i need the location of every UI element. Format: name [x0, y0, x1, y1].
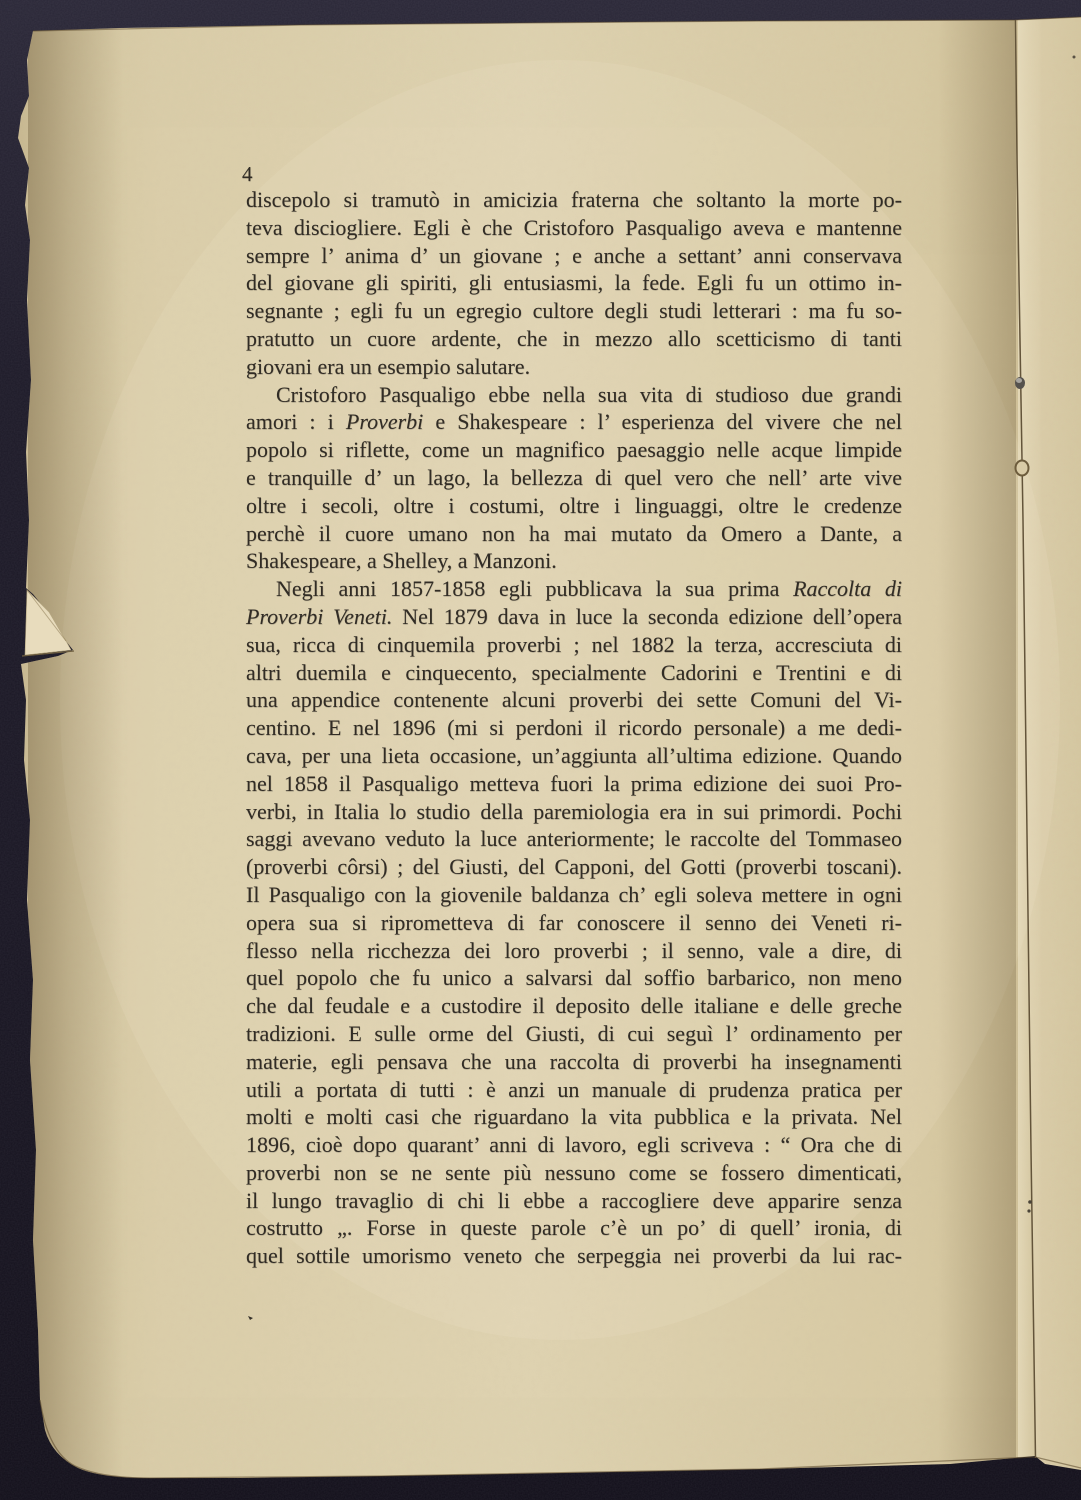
text-line: Shakespeare, a Shelley, a Manzoni. [246, 548, 557, 574]
text-line: cava, per una lieta occasione, un’aggiunta all’ultima edizione. Quando [246, 742, 902, 768]
text-line: (proverbi côrsi) ; del Giusti, del Capponi, del Gotti (proverbi toscani). [246, 854, 902, 880]
text-line: costrutto „. Forse in queste parole c’è un po’ di quell’ ironia, di [246, 1215, 902, 1241]
binding-mark-bottom-1 [1028, 1200, 1032, 1204]
text-line: pratutto un cuore ardente, che in mezzo allo scetticismo di tanti [246, 325, 902, 351]
text-line: quel popolo che fu unico a salvarsi dal soffio barbarico, non meno [246, 965, 902, 991]
text-line: flesso nella ricchezza dei loro proverbi ; il senno, vale a dire, di [246, 937, 902, 963]
text-line: tradizioni. E sulle orme del Giusti, di cui seguì l’ ordinamento per [246, 1020, 902, 1046]
left-edge-shadow [28, 0, 123, 1500]
binding-mark-bottom-2 [1027, 1209, 1030, 1212]
text-line: una appendice contenente alcuni proverbi dei sette Comuni del Vi- [246, 687, 902, 713]
text-line: popolo si riflette, come un magnifico paesaggio nelle acque limpide [246, 437, 902, 463]
text-line: amori : i Proverbi e Shakespeare : l’ esperienza del vivere che nel [246, 409, 903, 435]
binding-thread-loop [1016, 461, 1029, 476]
text-line: verbi, in Italia lo studio della paremiologia era in sui primordi. Pochi [246, 798, 902, 824]
text-line: utili a portata di tutti : è anzi un manuale di prudenza pratica per [246, 1076, 902, 1102]
text-line: opera sua si riprometteva di far conoscere il senno dei Veneti ri- [246, 909, 902, 935]
text-line: e tranquille d’ un lago, la bellezza di quel vero che nell’ arte vive [246, 464, 902, 490]
page-number: 4 [242, 162, 253, 186]
text-line: proverbi non se ne sente più nessuno come se fossero dimenticati, [246, 1159, 902, 1185]
text-line: giovani era un esempio salutare. [246, 353, 531, 379]
text-line: sua, ricca di cinquemila proverbi ; nel 1882 la terza, accresciuta di [246, 631, 902, 657]
text-line: discepolo si tramutò in amicizia fraterna che soltanto la morte po- [246, 187, 902, 212]
text-line: saggi avevano veduto la luce anteriormente; le raccolte del Tommaseo [246, 826, 902, 852]
text-line: Proverbi Veneti. Nel 1879 dava in luce la seconda edizione dell’opera [246, 603, 902, 629]
fold-shadow [938, 0, 1016, 1500]
text-line: centino. E nel 1896 (mi si perdoni il ricordo personale) a me dedi- [246, 715, 902, 741]
text-line: oltre i secoli, oltre i costumi, oltre i linguaggi, oltre le credenze [246, 492, 902, 518]
text-line: segnante ; egli fu un egregio cultore degli studi letterari : ma fu so- [246, 298, 902, 324]
binding-knot-top-highlight [1016, 378, 1022, 383]
text-line: altri duemila e cinquecento, specialmente Cadorini e Trentini e di [246, 659, 902, 685]
text-line: perchè il cuore umano non ha mai mutato da Omero a Dante, a [246, 520, 902, 546]
text-line: il lungo travaglio di chi li ebbe a raccogliere deve apparire senza [246, 1187, 902, 1213]
text-line: molti e molti casi che riguardano la vita pubblica e la privata. Nel [246, 1104, 902, 1130]
text-line: sempre l’ anima d’ un giovane ; e anche a settant’ anni conservava [246, 242, 902, 268]
edge-speck [1073, 56, 1076, 59]
text-line: 1896, cioè dopo quarant’ anni di lavoro, egli scriveva : “ Ora che di [246, 1132, 902, 1158]
text-line: quel sottile umorismo veneto che serpeggia nei proverbi da lui rac- [246, 1243, 902, 1269]
text-line: Negli anni 1857-1858 egli pubblicava la sua prima Raccolta di [276, 576, 903, 602]
fold-highlight [1018, 0, 1042, 1500]
text-line: del giovane gli spiriti, gli entusiasmi, la fede. Egli fu un ottimo in- [246, 270, 902, 296]
text-line: che dal feudale e a custodire il deposito delle italiane e delle greche [246, 993, 902, 1019]
text-line: nel 1858 il Pasqualigo metteva fuori la prima edizione dei suoi Pro- [246, 770, 902, 796]
text-line: teva disciogliere. Egli è che Cristoforo Pasqualigo aveva e mantenne [246, 214, 902, 240]
page-text [246, 186, 902, 1270]
text-line: materie, egli pensava che una raccolta di proverbi ha insegnamenti [246, 1048, 902, 1074]
text-line: Il Pasqualigo con la giovenile baldanza ch’ egli soleva mettere in ogni [246, 881, 902, 907]
text-line: Cristoforo Pasqualigo ebbe nella sua vita di studioso due grandi [276, 381, 902, 407]
